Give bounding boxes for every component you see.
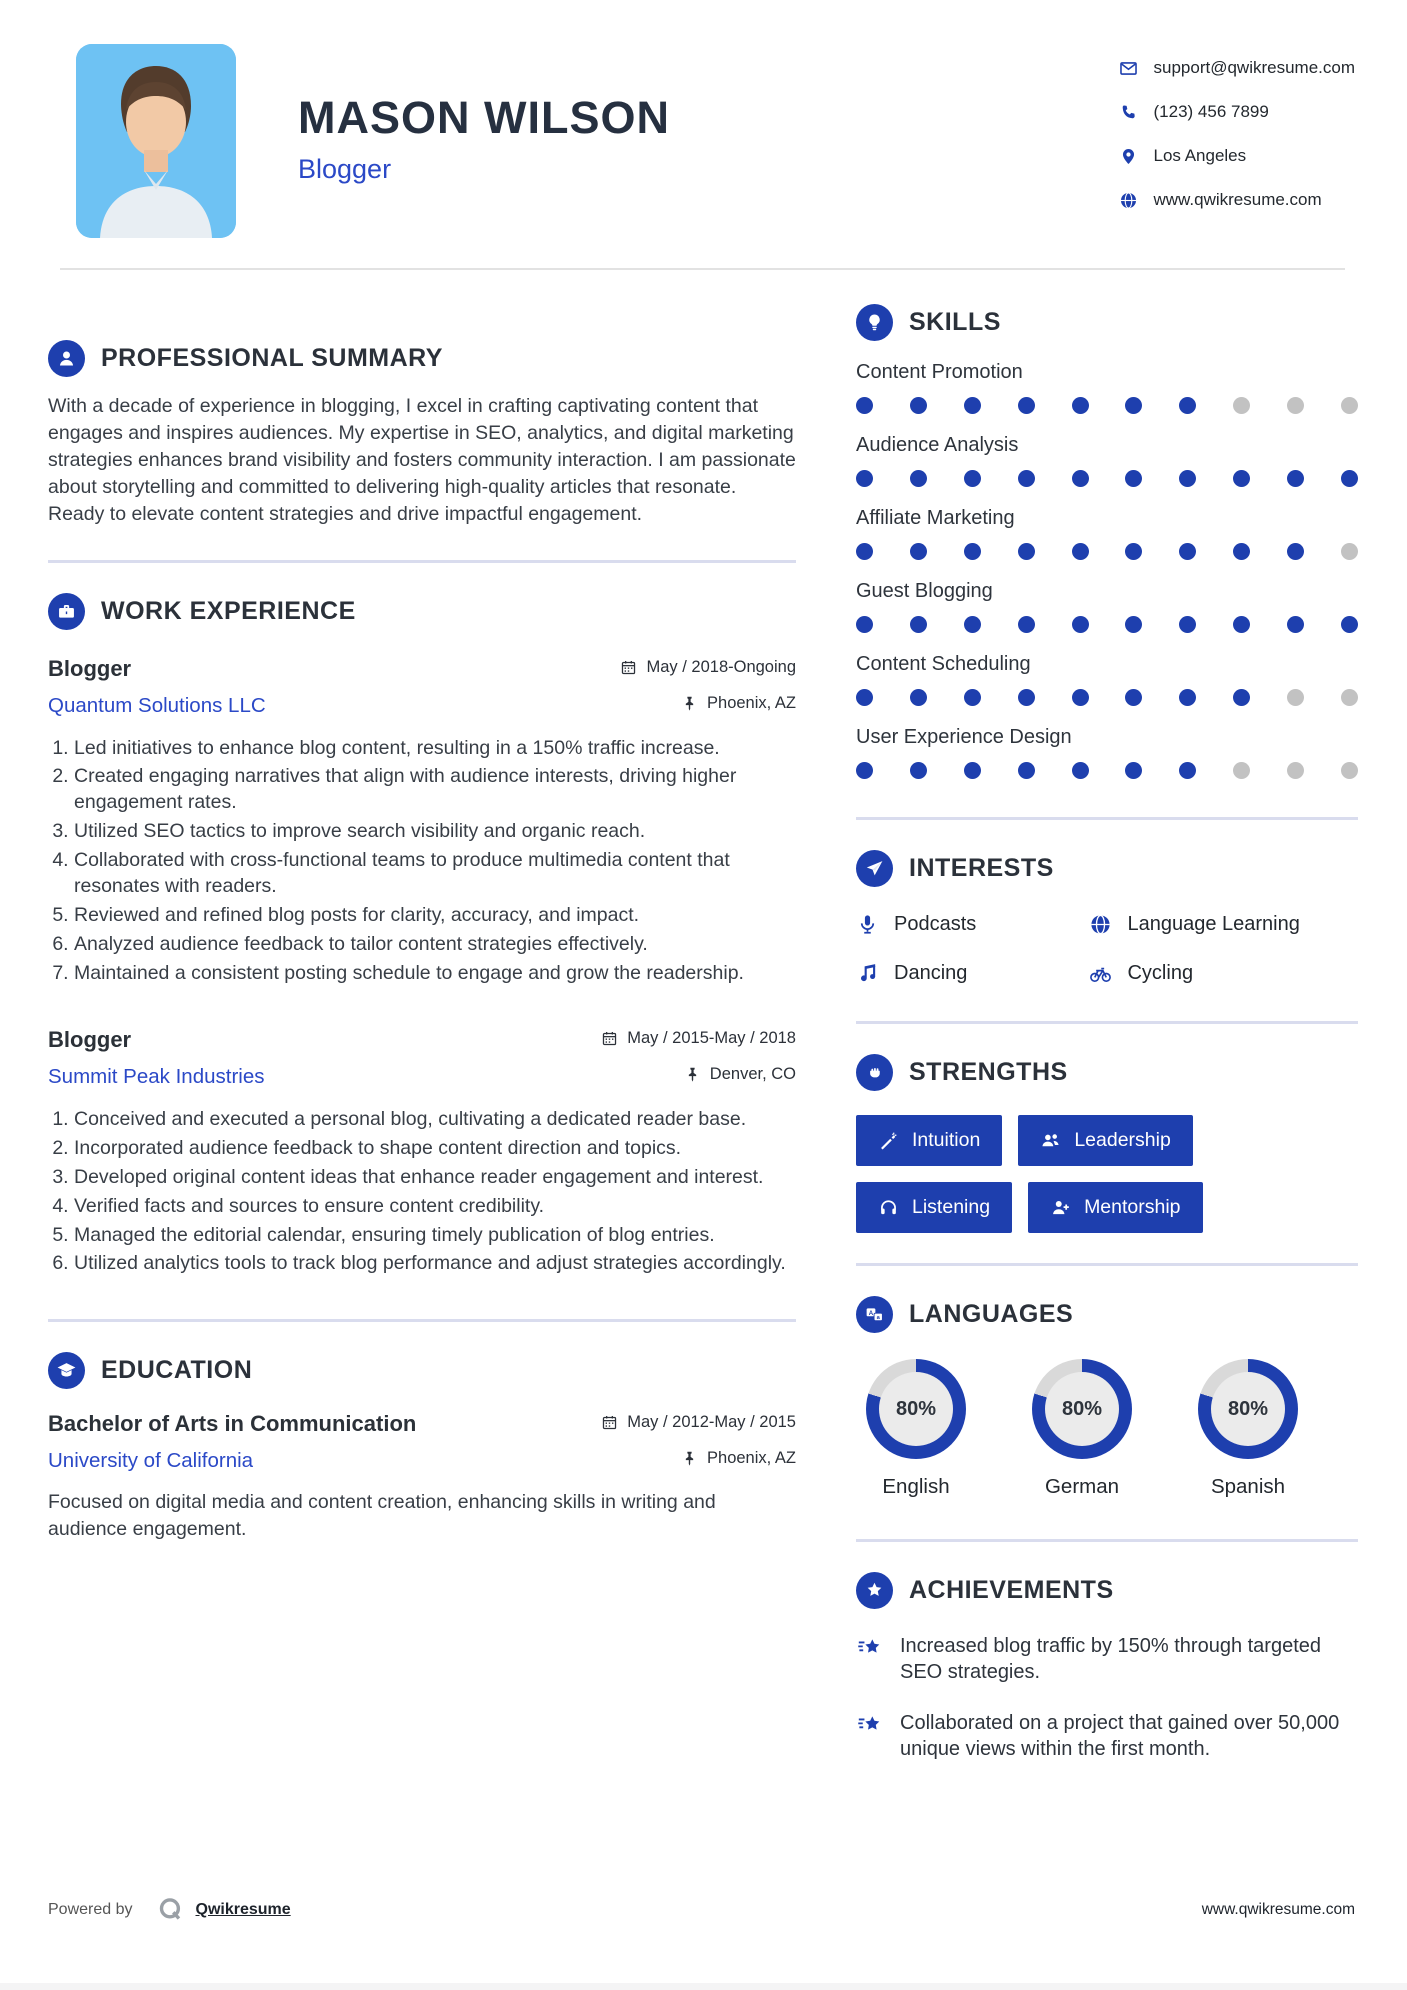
skill-dot-filled xyxy=(1287,616,1304,633)
skill-name: Affiliate Marketing xyxy=(856,507,1015,529)
location-icon xyxy=(1119,147,1138,166)
contact-phone[interactable] xyxy=(1119,102,1356,122)
skill-dot-empty xyxy=(1233,397,1250,414)
skill-dot-empty xyxy=(1287,397,1304,414)
globe-icon xyxy=(1119,191,1138,210)
skill-dot-filled xyxy=(910,689,927,706)
skill-level-dots xyxy=(856,543,1358,560)
language-percent: 80 % xyxy=(1062,1398,1102,1421)
skill-dot-filled xyxy=(1341,470,1358,487)
skill-item xyxy=(856,726,1358,779)
skill-item xyxy=(856,653,1358,706)
skill-dot-filled xyxy=(1179,470,1196,487)
skill-dot-empty xyxy=(1341,397,1358,414)
contact-phone-text: (123) 456 7899 xyxy=(1153,102,1269,121)
education-section xyxy=(48,1352,796,1543)
contact-website-text: www.qwikresume.com xyxy=(1153,190,1322,209)
skill-dot-filled xyxy=(856,543,873,560)
graduation-cap-icon xyxy=(56,1360,77,1381)
strength-label: Listening xyxy=(912,1196,991,1218)
contact-block xyxy=(1119,44,1356,210)
skill-dot-filled xyxy=(1233,616,1250,633)
language-name: Spanish xyxy=(1210,1475,1286,1498)
job-bullet: 7. Maintained a consistent posting schedule to engage and grow the readership. xyxy=(74,961,796,987)
experience-section xyxy=(48,593,796,1278)
qwikresume-link[interactable]: Qwikresume xyxy=(195,1900,291,1918)
education-section-icon xyxy=(48,1352,85,1389)
job-entry xyxy=(48,1027,796,1278)
job-dates: May / 2018-Ongoing xyxy=(620,658,796,677)
interest-item xyxy=(856,913,1089,936)
footer-website[interactable]: www.qwikresume.com xyxy=(1201,1900,1355,1918)
experience-section-icon xyxy=(48,593,85,630)
headphones-icon xyxy=(878,1197,899,1218)
skill-dot-filled xyxy=(1018,762,1035,779)
skill-dot-filled xyxy=(1287,543,1304,560)
strength-label: Intuition xyxy=(912,1129,981,1151)
bicycle-icon xyxy=(1089,962,1112,985)
svg-text:A: A xyxy=(868,1309,874,1317)
skill-dot-filled xyxy=(964,616,981,633)
job-bullet: 4. Verified facts and sources to ensure content credibility. xyxy=(74,1194,796,1220)
skill-level-dots xyxy=(856,762,1358,779)
skill-level-dots xyxy=(856,470,1358,487)
strengths-section xyxy=(856,1054,1358,1233)
job-company-link[interactable]: Summit Peak Industries xyxy=(48,1064,265,1088)
person-icon xyxy=(56,348,77,369)
job-bullet: 1. Led initiatives to enhance blog content, resulting in a 150% traffic increase. xyxy=(74,736,796,762)
language-name: English xyxy=(882,1475,950,1498)
summary-title: PROFESSIONAL SUMMARY xyxy=(101,344,443,372)
language-item xyxy=(856,1359,976,1499)
users-icon xyxy=(1040,1130,1061,1151)
language-donut xyxy=(866,1359,966,1459)
contact-location-text: Los Angeles xyxy=(1153,146,1247,165)
language-percent: 80 % xyxy=(1228,1398,1268,1421)
skill-dot-filled xyxy=(1018,470,1035,487)
music-note-icon xyxy=(856,962,879,985)
paper-plane-icon xyxy=(864,858,885,879)
skill-dot-filled xyxy=(1125,762,1142,779)
pushpin-icon xyxy=(684,1066,701,1083)
skill-dot-filled xyxy=(1233,543,1250,560)
skill-dot-empty xyxy=(1341,543,1358,560)
pushpin-icon xyxy=(681,695,698,712)
languages-section-icon xyxy=(856,1296,893,1333)
work-icon xyxy=(56,601,77,622)
fist-icon xyxy=(864,1062,885,1083)
skill-dot-filled xyxy=(1018,543,1035,560)
microphone-icon xyxy=(856,913,879,936)
skill-dot-filled xyxy=(1018,689,1035,706)
strength-badge xyxy=(856,1182,1012,1233)
skill-dot-empty xyxy=(1341,762,1358,779)
skill-dot-filled xyxy=(964,470,981,487)
contact-email-text: support@qwikresume.com xyxy=(1153,58,1355,77)
skill-dot-filled xyxy=(910,397,927,414)
pushpin-icon xyxy=(681,1450,698,1467)
skill-dot-filled xyxy=(1125,470,1142,487)
interests-section-icon xyxy=(856,850,893,887)
section-divider xyxy=(856,817,1358,820)
skills-title: SKILLS xyxy=(909,308,1001,336)
achievements-title: ACHIEVEMENTS xyxy=(909,1576,1114,1604)
interest-item xyxy=(856,962,1089,985)
job-role: Blogger xyxy=(48,655,132,681)
skill-dot-filled xyxy=(1072,543,1089,560)
skill-dot-filled xyxy=(1179,689,1196,706)
language-name: German xyxy=(1044,1475,1120,1498)
language-donut xyxy=(1032,1359,1132,1459)
avatar xyxy=(76,44,236,238)
wand-icon xyxy=(878,1130,899,1151)
skill-level-dots xyxy=(856,397,1358,414)
skill-dot-filled xyxy=(964,543,981,560)
section-divider xyxy=(48,1319,796,1322)
skill-dot-filled xyxy=(1179,543,1196,560)
job-bullet-list xyxy=(48,736,796,987)
skill-dot-filled xyxy=(1179,397,1196,414)
job-location: Phoenix, AZ xyxy=(681,694,796,713)
translate-icon xyxy=(864,1304,885,1325)
contact-website[interactable] xyxy=(1119,190,1356,210)
section-divider xyxy=(856,1263,1358,1266)
skill-dot-filled xyxy=(964,762,981,779)
skill-dot-filled xyxy=(856,397,873,414)
job-bullet: 2. Incorporated audience feedback to shape content direction and topics. xyxy=(74,1136,796,1162)
languages-section xyxy=(856,1296,1358,1499)
strengths-title: STRENGTHS xyxy=(909,1058,1068,1086)
skill-dot-filled xyxy=(1125,397,1142,414)
skill-dot-filled xyxy=(910,762,927,779)
profile-photo xyxy=(76,44,236,238)
skill-name: Audience Analysis xyxy=(856,434,1019,456)
interest-item xyxy=(1089,913,1358,936)
education-dates: May / 2012-May / 2015 xyxy=(601,1413,796,1432)
job-company-link[interactable]: Quantum Solutions LLC xyxy=(48,693,266,717)
school-link[interactable]: University of California xyxy=(48,1449,254,1473)
skill-dot-filled xyxy=(1018,397,1035,414)
skill-dot-empty xyxy=(1287,762,1304,779)
education-title: EDUCATION xyxy=(101,1356,253,1385)
job-bullet: 6. Analyzed audience feedback to tailor content strategies effectively. xyxy=(74,932,796,958)
skill-dot-filled xyxy=(856,470,873,487)
strength-badge xyxy=(1018,1115,1193,1166)
skill-name: User Experience Design xyxy=(856,726,1072,748)
candidate-title: Blogger xyxy=(298,154,392,184)
section-divider xyxy=(856,1021,1358,1024)
skill-dot-filled xyxy=(964,397,981,414)
skills-section-icon xyxy=(856,304,893,341)
language-percent: 80 % xyxy=(896,1398,936,1421)
globe-icon xyxy=(1089,913,1112,936)
skill-dot-filled xyxy=(1072,689,1089,706)
powered-by-label: Powered by xyxy=(48,1900,133,1918)
achievement-item xyxy=(856,1710,1358,1763)
bottom-strip xyxy=(0,1983,1407,1990)
strength-label: Leadership xyxy=(1074,1129,1171,1151)
footer xyxy=(48,1896,1355,1923)
achievement-text: Collaborated on a project that gained over 50,000 unique views within the first month. xyxy=(900,1711,1340,1761)
skill-dot-filled xyxy=(1072,397,1089,414)
job-bullet: 5. Managed the editorial calendar, ensuring timely publication of blog entries. xyxy=(74,1223,796,1249)
shooting-star-icon xyxy=(856,1711,883,1738)
summary-section-icon xyxy=(48,340,85,377)
skill-name: Guest Blogging xyxy=(856,580,993,602)
language-donut xyxy=(1198,1359,1298,1459)
candidate-name: MASON WILSON xyxy=(298,92,670,143)
star-icon xyxy=(864,1580,885,1601)
user-plus-icon xyxy=(1050,1197,1071,1218)
skill-dot-filled xyxy=(856,616,873,633)
contact-location xyxy=(1119,146,1356,166)
header xyxy=(48,44,1355,238)
skill-dot-filled xyxy=(1072,470,1089,487)
skill-dot-filled xyxy=(910,616,927,633)
skill-dot-filled xyxy=(910,470,927,487)
job-bullet: 4. Collaborated with cross-functional teams to produce multimedia content that resonates with readers. xyxy=(74,848,796,900)
svg-text:a: a xyxy=(876,1314,880,1321)
skill-dot-filled xyxy=(1125,689,1142,706)
interest-label: Dancing xyxy=(894,962,968,984)
interest-item xyxy=(1089,962,1358,985)
skill-dot-filled xyxy=(1018,616,1035,633)
job-bullet-list xyxy=(48,1107,796,1278)
strength-badge xyxy=(856,1115,1002,1166)
qwikresume-logo-icon xyxy=(157,1896,184,1923)
section-divider xyxy=(48,560,796,563)
job-bullet: 5. Reviewed and refined blog posts for clarity, accuracy, and impact. xyxy=(74,903,796,929)
skill-dot-filled xyxy=(1072,762,1089,779)
interests-title: INTERESTS xyxy=(909,854,1054,882)
achievement-item xyxy=(856,1633,1358,1686)
skill-dot-filled xyxy=(1233,470,1250,487)
skills-section xyxy=(856,304,1358,779)
education-location: Phoenix, AZ xyxy=(681,1449,796,1468)
skill-name: Content Promotion xyxy=(856,361,1023,383)
languages-title: LANGUAGES xyxy=(909,1300,1074,1328)
left-column xyxy=(48,304,796,1763)
summary-section xyxy=(48,340,796,528)
job-bullet: 2. Created engaging narratives that align with audience interests, driving higher engagement rates. xyxy=(74,764,796,816)
skill-dot-filled xyxy=(856,762,873,779)
skill-level-dots xyxy=(856,689,1358,706)
skill-dot-filled xyxy=(1179,616,1196,633)
section-divider xyxy=(856,1539,1358,1542)
skill-dot-filled xyxy=(1233,689,1250,706)
skill-dot-filled xyxy=(1125,543,1142,560)
calendar-icon xyxy=(620,659,637,676)
job-dates: May / 2015-May / 2018 xyxy=(601,1029,796,1048)
skill-dot-filled xyxy=(964,689,981,706)
skill-level-dots xyxy=(856,616,1358,633)
skill-dot-filled xyxy=(1179,762,1196,779)
right-column xyxy=(856,304,1358,1763)
skill-dot-filled xyxy=(910,543,927,560)
calendar-icon xyxy=(601,1414,618,1431)
interest-label: Podcasts xyxy=(894,913,977,935)
summary-text: With a decade of experience in blogging, I excel in crafting captivating content that engages and inspires audiences. My expertise in SEO, analytics, and digital marketing strategies enhances brand visibility and fosters community interaction. I am passionate about storytelling and committed to delivering high-quality articles that resonate. Ready to elevate content strategies and drive impactful engagement. xyxy=(48,395,796,525)
skill-dot-empty xyxy=(1233,762,1250,779)
skill-dot-empty xyxy=(1287,689,1304,706)
skill-item xyxy=(856,580,1358,633)
lightbulb-icon xyxy=(864,312,885,333)
achievements-section xyxy=(856,1572,1358,1763)
skill-dot-filled xyxy=(1341,616,1358,633)
skill-dot-filled xyxy=(856,689,873,706)
shooting-star-icon xyxy=(856,1634,883,1661)
achievements-section-icon xyxy=(856,1572,893,1609)
job-bullet: 3. Developed original content ideas that enhance reader engagement and interest. xyxy=(74,1165,796,1191)
identity xyxy=(298,44,670,185)
email-icon xyxy=(1119,59,1138,78)
job-bullet: 3. Utilized SEO tactics to improve search visibility and organic reach. xyxy=(74,819,796,845)
strengths-section-icon xyxy=(856,1054,893,1091)
skill-item xyxy=(856,434,1358,487)
job-bullet: 6. Utilized analytics tools to track blog performance and adjust strategies accordingly. xyxy=(74,1251,796,1277)
interest-label: Language Learning xyxy=(1127,913,1300,935)
language-item xyxy=(1022,1359,1142,1499)
achievement-text: Increased blog traffic by 150% through targeted SEO strategies. xyxy=(900,1635,1322,1684)
strength-label: Mentorship xyxy=(1084,1196,1181,1218)
job-bullet: 1. Conceived and executed a personal blog, cultivating a dedicated reader base. xyxy=(74,1107,796,1133)
skill-dot-filled xyxy=(1125,616,1142,633)
skill-name: Content Scheduling xyxy=(856,653,1031,675)
education-description: Focused on digital media and content creation, enhancing skills in writing and audience engagement. xyxy=(48,1491,716,1541)
skill-item xyxy=(856,507,1358,560)
strength-badge xyxy=(1028,1182,1202,1233)
header-divider xyxy=(60,268,1345,270)
job-entry xyxy=(48,656,796,987)
interest-label: Cycling xyxy=(1127,962,1194,984)
skill-dot-filled xyxy=(1072,616,1089,633)
interests-section xyxy=(856,850,1358,985)
experience-title: WORK EXPERIENCE xyxy=(101,596,356,625)
calendar-icon xyxy=(601,1030,618,1047)
skill-dot-filled xyxy=(1287,470,1304,487)
language-item xyxy=(1188,1359,1308,1499)
skill-item xyxy=(856,361,1358,414)
phone-icon xyxy=(1119,103,1138,122)
degree: Bachelor of Arts in Communication xyxy=(48,1411,417,1437)
skill-dot-empty xyxy=(1341,689,1358,706)
job-location: Denver, CO xyxy=(684,1065,796,1084)
job-role: Blogger xyxy=(48,1026,132,1052)
contact-email[interactable] xyxy=(1119,58,1356,78)
